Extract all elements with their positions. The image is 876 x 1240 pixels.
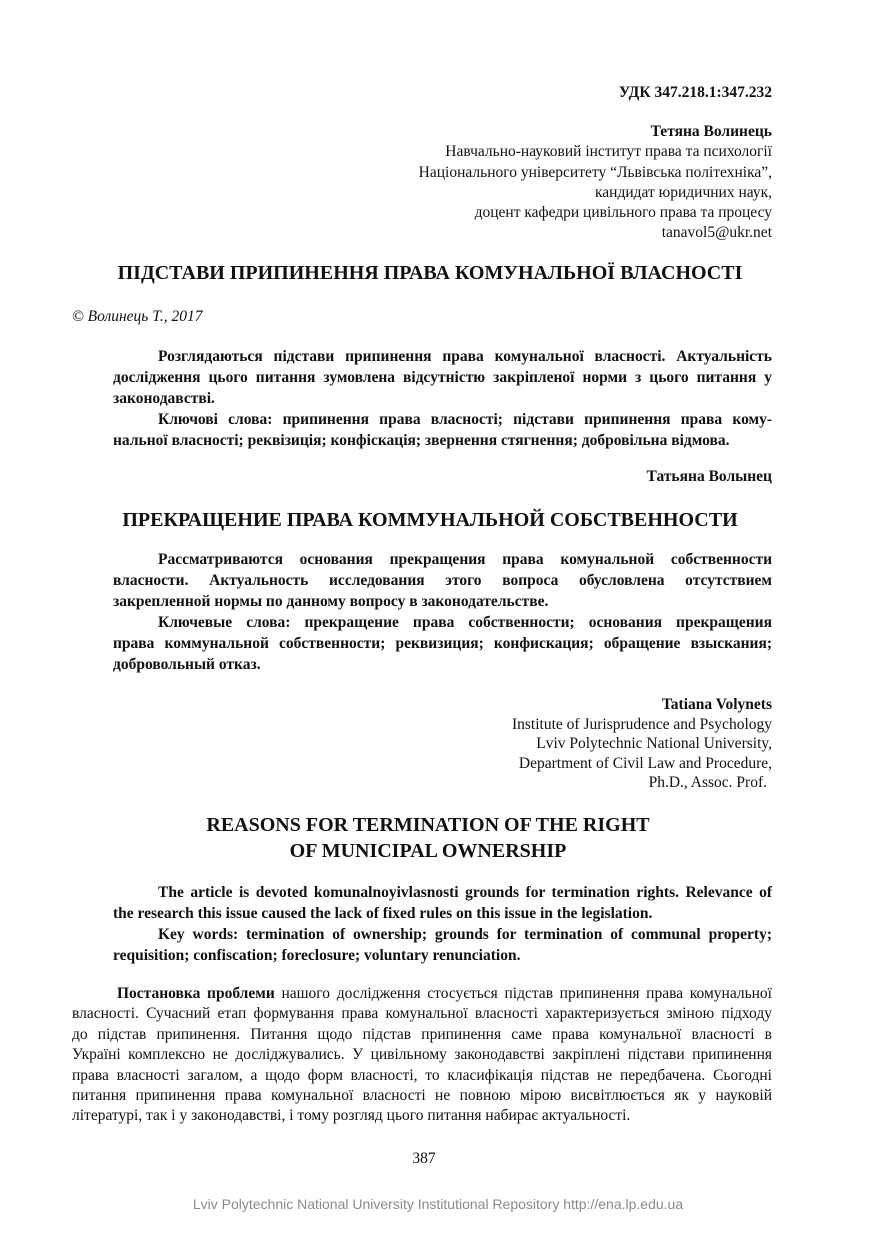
keywords-line: нальної власності; реквізиція; конфіскація; звернення стягнення; добровільна відмова. [113, 432, 730, 449]
body-line: власності. Сучасний етап формування права комунальної власності характеризується зміною підходу [72, 1005, 772, 1023]
author-email: tanavol5@ukr.net [661, 224, 772, 242]
abstract-line: the research this issue caused the lack of fixed rules on this issue in the legislation. [113, 905, 653, 922]
page-number: 387 [412, 1150, 436, 1167]
body-line: до підстав припинення. Питання щодо підстав припинення саме права комунальної власності в [72, 1025, 772, 1043]
affiliation-line: Національного університету “Львівська політехніка”, [418, 163, 772, 181]
ua-author-name: Тетяна Волинець [650, 123, 772, 140]
ru-abstract [113, 549, 772, 675]
en-title [60, 812, 796, 864]
copyright: © Волинець Т., 2017 [72, 308, 203, 325]
abstract-line: власности. Актуальность исследования этого вопроса обусловлена отсутствием [113, 572, 772, 589]
ua-title: ПІДСТАВИ ПРИПИНЕННЯ ПРАВА КОМУНАЛЬНОЇ ВЛАСНОСТІ [117, 262, 743, 284]
en-title-line: OF MUNICIPAL OWNERSHIP [289, 840, 567, 862]
repository-footer: Lviv Polytechnic National University Institutional Repository http://ena.lp.edu.ua [192, 1196, 684, 1212]
body-line [72, 984, 772, 1004]
body-line: літературі, так і у законодавстві, і тому розгляд цього питання набирає актуальності. [72, 1107, 631, 1125]
abstract-line: Рассматриваются основания прекращения права комунальной собственности [158, 551, 772, 568]
body-line: Україні комплексно не досліджувались. У цивільному законодавстві закріплені підстави припинення [72, 1046, 772, 1064]
en-title-line: REASONS FOR TERMINATION OF THE RIGHT [206, 814, 650, 836]
keywords-line: Ключові слова: припинення права власності; підстави припинення права кому- [158, 411, 772, 428]
ru-title: ПРЕКРАЩЕНИЕ ПРАВА КОММУНАЛЬНОЙ СОБСТВЕННОСТИ [122, 509, 738, 531]
affiliation-line: доцент кафедри цивільного права та процесу [474, 204, 772, 222]
affiliation-line: Ph.D., Assoc. Prof. [648, 774, 767, 791]
affiliation-line: кандидат юридичних наук, [594, 183, 772, 201]
abstract-line: дослідження цього питання зумовлена відсутністю закріпленої норми з цього питання у [113, 369, 772, 386]
affiliation-line: Department of Civil Law and Procedure, [518, 754, 772, 772]
ua-author-block [419, 122, 772, 244]
abstract-line: Розглядаються підстави припинення права комунальної власності. Актуальність [158, 348, 772, 365]
en-abstract [113, 882, 772, 966]
affiliation-line: Institute of Jurisprudence and Psychology [511, 715, 772, 733]
body-line: права власності загалом, а щодо форм власності, то класифікація підстав не передбачена. Сьогодні [72, 1066, 772, 1084]
keywords-line: права коммунальной собственности; реквизиция; конфискация; обращение взыскания; [113, 635, 772, 652]
en-author-block [512, 695, 772, 793]
affiliation-line: Навчально-науковий інститут права та психології [445, 143, 772, 161]
body-line: питання припинення права комунальної власності не повною мірою висвітлюється як у науковій [72, 1087, 772, 1105]
udk-code: УДК 347.218.1:347.232 [618, 84, 772, 101]
abstract-line: The article is devoted komunalnoyivlasnosti grounds for termination rights. Relevance of [158, 884, 772, 901]
body-lead: Постановка проблеми [117, 985, 275, 1002]
ru-author-name: Татьяна Волынец [646, 468, 772, 485]
keywords-line: Key words: termination of ownership; grounds for termination of communal property; [158, 926, 772, 943]
en-author-name: Tatiana Volynets [661, 696, 772, 713]
keywords-line: добровольный отказ. [113, 656, 261, 673]
abstract-line: законодавстві. [113, 390, 215, 407]
keywords-line: Ключевые слова: прекращение права собственности; основания прекращения [158, 614, 772, 631]
body-first-line: нашого дослідження стосується підстав припинення права комунальної [274, 985, 772, 1002]
keywords-line: requisition; confiscation; foreclosure; voluntary renunciation. [113, 947, 521, 964]
ua-abstract [113, 346, 772, 451]
body-paragraph [72, 984, 772, 1127]
abstract-line: закрепленной нормы по данному вопросу в законодательстве. [113, 593, 549, 610]
affiliation-line: Lviv Polytechnic National University, [536, 735, 772, 752]
